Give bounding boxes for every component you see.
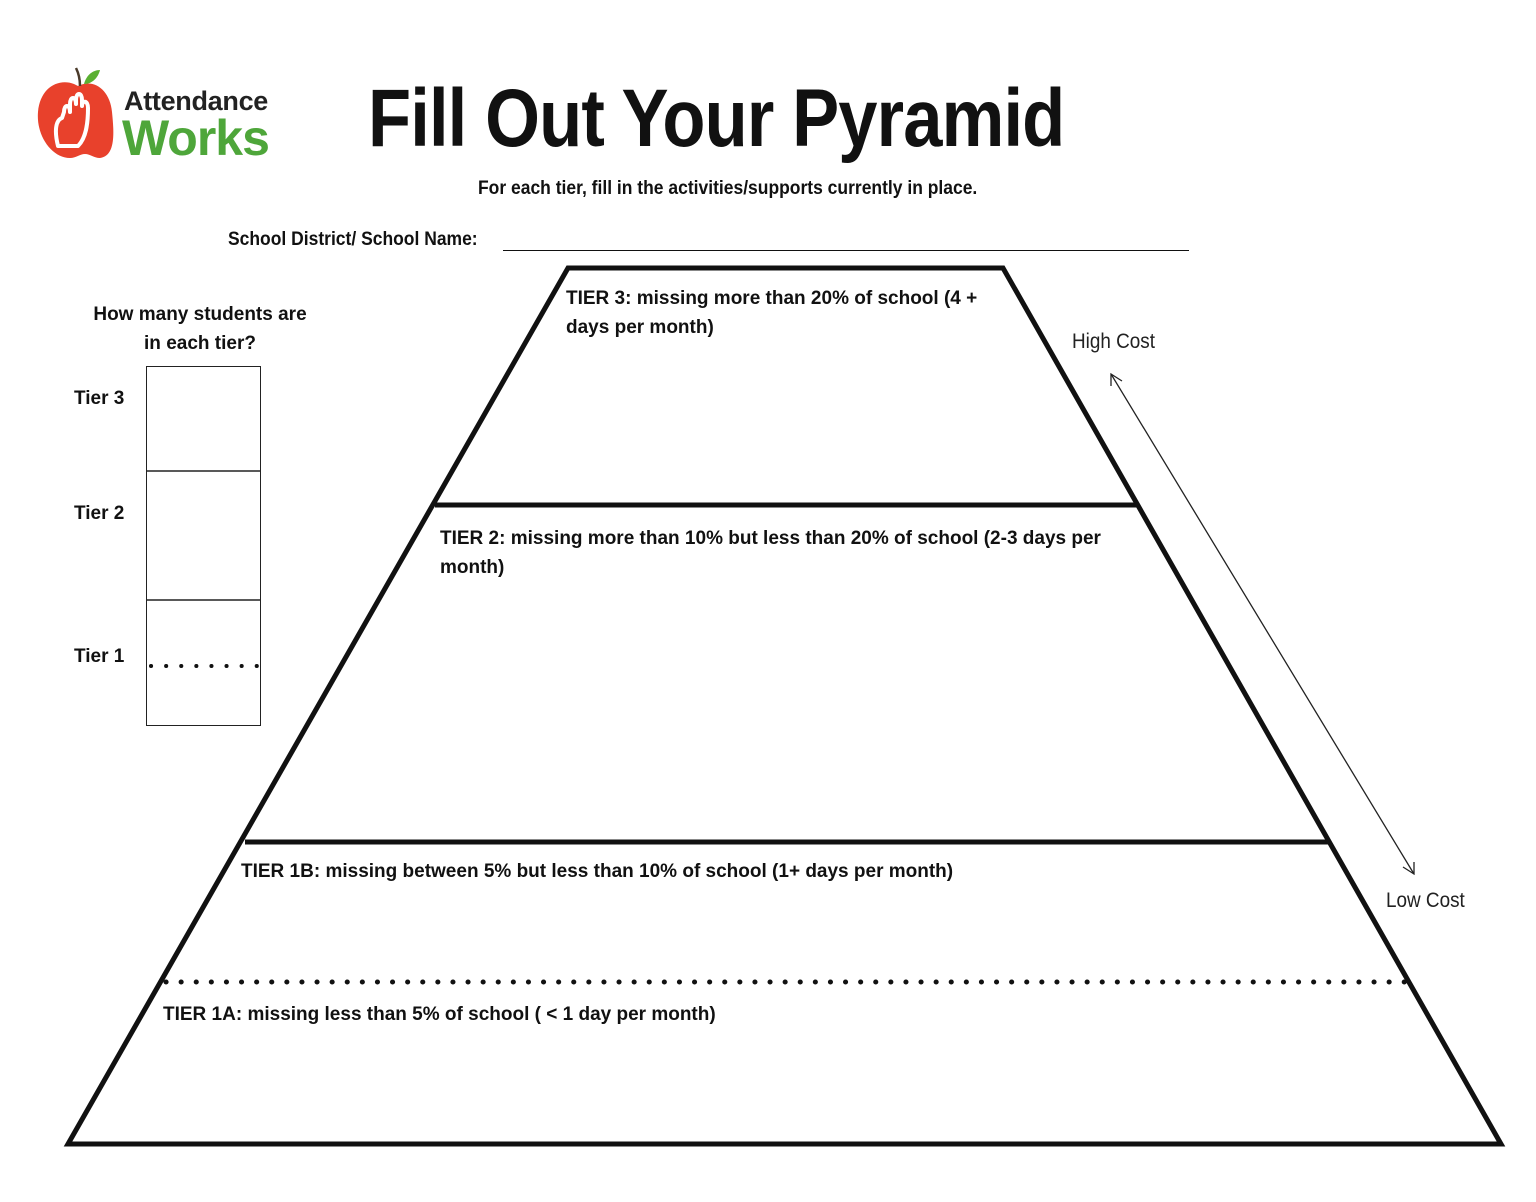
- count-label-tier1: Tier 1: [74, 646, 125, 667]
- count-input-tier2[interactable]: [148, 473, 259, 599]
- tier2-fill-area[interactable]: [330, 585, 1210, 830]
- logo-text-attendance: Attendance: [124, 86, 269, 116]
- school-name-field[interactable]: [503, 250, 1189, 251]
- page-title: Fill Out Your Pyramid: [368, 73, 1065, 164]
- count-input-tier1[interactable]: [148, 602, 259, 724]
- count-label-tier2: Tier 2: [74, 503, 125, 524]
- logo-text-works: Works: [122, 110, 269, 166]
- tier1a-fill-area[interactable]: [120, 1035, 1440, 1135]
- count-input-tier3[interactable]: [148, 368, 259, 470]
- tier2-description: TIER 2: missing more than 10% but less than 20% of school (2-3 days per month): [440, 528, 1101, 578]
- tier1b-fill-area[interactable]: [230, 890, 1340, 972]
- school-name-label: School District/ School Name:: [228, 229, 478, 250]
- apple-hand-icon: [38, 68, 114, 158]
- high-cost-label: High Cost: [1072, 330, 1155, 353]
- tier1a-description: TIER 1A: missing less than 5% of school ( < 1 day per month): [163, 1004, 716, 1025]
- tier1b-description: TIER 1B: missing between 5% but less than 10% of school (1+ days per month): [241, 861, 954, 882]
- count-label-tier3: Tier 3: [74, 388, 125, 409]
- tier3-fill-area[interactable]: [520, 345, 1040, 495]
- tier3-description: TIER 3: missing more than 20% of school (4 + days per month): [566, 288, 978, 338]
- student-count-question: How many students are in each tier?: [93, 304, 307, 354]
- low-cost-label: Low Cost: [1386, 889, 1465, 912]
- page-subtitle: For each tier, fill in the activities/supports currently in place.: [478, 178, 978, 199]
